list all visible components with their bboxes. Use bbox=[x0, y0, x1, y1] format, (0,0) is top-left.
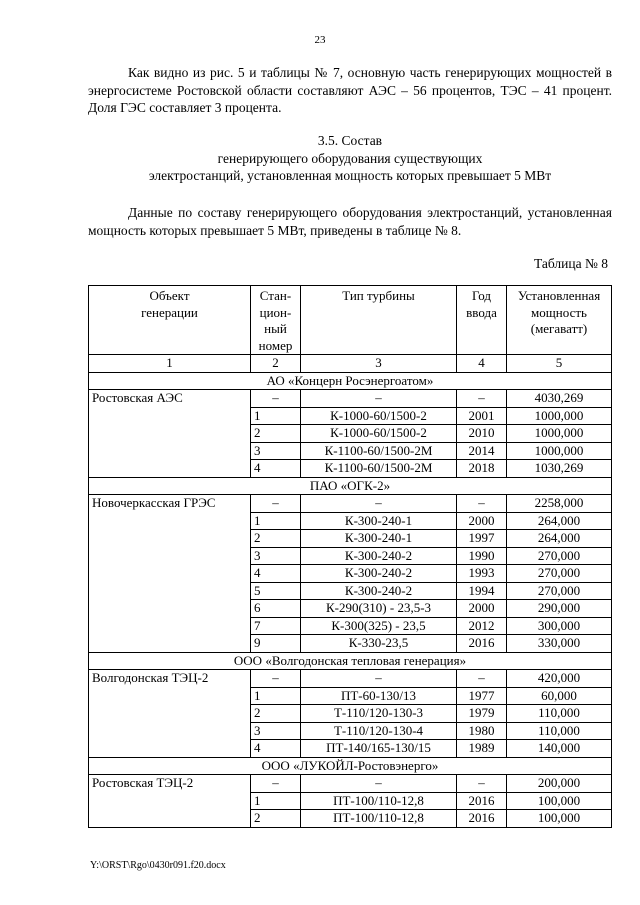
station-number: 6 bbox=[251, 600, 301, 618]
station-number: 3 bbox=[251, 442, 301, 460]
commission-year: – bbox=[457, 670, 507, 688]
commission-year: 2000 bbox=[457, 512, 507, 530]
station-number: 4 bbox=[251, 565, 301, 583]
station-number: – bbox=[251, 775, 301, 793]
commission-year: 2016 bbox=[457, 792, 507, 810]
turbine-type: – bbox=[301, 495, 457, 513]
column-number-row bbox=[89, 355, 612, 373]
installed-capacity: 100,000 bbox=[507, 792, 612, 810]
commission-year: – bbox=[457, 775, 507, 793]
commission-year: 1989 bbox=[457, 740, 507, 758]
company-name: ООО «ЛУКОЙЛ-Ростовэнерго» bbox=[89, 757, 612, 775]
company-name: АО «Концерн Росэнергоатом» bbox=[89, 372, 612, 390]
installed-capacity: 270,000 bbox=[507, 547, 612, 565]
turbine-type: К-300-240-2 bbox=[301, 582, 457, 600]
turbine-type: К-290(310) - 23,5-3 bbox=[301, 600, 457, 618]
company-name: ООО «Волгодонская тепловая генерация» bbox=[89, 652, 612, 670]
turbine-type: К-300-240-1 bbox=[301, 530, 457, 548]
turbine-type: К-330-23,5 bbox=[301, 635, 457, 653]
table-row bbox=[89, 495, 612, 513]
station-number: 2 bbox=[251, 810, 301, 828]
table-row bbox=[89, 670, 612, 688]
station-number: 9 bbox=[251, 635, 301, 653]
station-number: 2 bbox=[251, 425, 301, 443]
commission-year: 2012 bbox=[457, 617, 507, 635]
station-number: 4 bbox=[251, 740, 301, 758]
commission-year: 2016 bbox=[457, 635, 507, 653]
plant-name: Новочеркасская ГРЭС bbox=[89, 495, 251, 653]
commission-year: 2014 bbox=[457, 442, 507, 460]
plant-name: Волгодонская ТЭЦ-2 bbox=[89, 670, 251, 758]
station-number: 1 bbox=[251, 407, 301, 425]
turbine-type: Т-110/120-130-3 bbox=[301, 705, 457, 723]
commission-year: 1980 bbox=[457, 722, 507, 740]
table-header-row bbox=[89, 286, 612, 355]
installed-capacity: 264,000 bbox=[507, 530, 612, 548]
turbine-type: К-1000-60/1500-2 bbox=[301, 425, 457, 443]
station-number: 1 bbox=[251, 687, 301, 705]
station-number: 2 bbox=[251, 705, 301, 723]
column-number: 4 bbox=[457, 355, 507, 373]
station-number: – bbox=[251, 495, 301, 513]
turbine-type: – bbox=[301, 390, 457, 408]
installed-capacity: 330,000 bbox=[507, 635, 612, 653]
turbine-type: К-1000-60/1500-2 bbox=[301, 407, 457, 425]
station-number: 7 bbox=[251, 617, 301, 635]
header-cell: Стан-цион-ный номер bbox=[251, 286, 301, 355]
generation-equipment-table bbox=[88, 285, 612, 828]
header-cell: Тип турбины bbox=[301, 286, 457, 355]
installed-capacity: 264,000 bbox=[507, 512, 612, 530]
header-cell: Установленная мощность (мегаватт) bbox=[507, 286, 612, 355]
commission-year: 2010 bbox=[457, 425, 507, 443]
installed-capacity: 1030,269 bbox=[507, 460, 612, 478]
installed-capacity: 4030,269 bbox=[507, 390, 612, 408]
installed-capacity: 1000,000 bbox=[507, 442, 612, 460]
installed-capacity: 1000,000 bbox=[507, 425, 612, 443]
turbine-type: ПТ-60-130/13 bbox=[301, 687, 457, 705]
section-heading bbox=[88, 132, 612, 185]
company-row bbox=[89, 372, 612, 390]
company-row bbox=[89, 652, 612, 670]
heading-line-2: генерирующего оборудования существующих bbox=[217, 150, 483, 166]
installed-capacity: 60,000 bbox=[507, 687, 612, 705]
installed-capacity: 110,000 bbox=[507, 722, 612, 740]
installed-capacity: 270,000 bbox=[507, 565, 612, 583]
installed-capacity: 200,000 bbox=[507, 775, 612, 793]
column-number: 5 bbox=[507, 355, 612, 373]
table-row bbox=[89, 775, 612, 793]
turbine-type: ПТ-100/110-12,8 bbox=[301, 810, 457, 828]
commission-year: 2016 bbox=[457, 810, 507, 828]
commission-year: 1990 bbox=[457, 547, 507, 565]
plant-name: Ростовская ТЭЦ-2 bbox=[89, 775, 251, 828]
plant-name: Ростовская АЭС bbox=[89, 390, 251, 478]
station-number: 4 bbox=[251, 460, 301, 478]
turbine-type: К-1100-60/1500-2М bbox=[301, 442, 457, 460]
commission-year: 1977 bbox=[457, 687, 507, 705]
installed-capacity: 270,000 bbox=[507, 582, 612, 600]
station-number: – bbox=[251, 390, 301, 408]
turbine-type: – bbox=[301, 775, 457, 793]
turbine-type: К-300-240-2 bbox=[301, 547, 457, 565]
turbine-type: К-300-240-1 bbox=[301, 512, 457, 530]
commission-year: – bbox=[457, 390, 507, 408]
installed-capacity: 100,000 bbox=[507, 810, 612, 828]
header-cell: Год ввода bbox=[457, 286, 507, 355]
company-name: ПАО «ОГК-2» bbox=[89, 477, 612, 495]
turbine-type: К-300-240-2 bbox=[301, 565, 457, 583]
file-path-footer: Y:\ORST\Rgo\0430r091.f20.docx bbox=[90, 860, 226, 871]
commission-year: 1997 bbox=[457, 530, 507, 548]
installed-capacity: 140,000 bbox=[507, 740, 612, 758]
heading-line-1: 3.5. Состав bbox=[317, 133, 383, 148]
turbine-type: К-300(325) - 23,5 bbox=[301, 617, 457, 635]
turbine-type: ПТ-100/110-12,8 bbox=[301, 792, 457, 810]
station-number: 5 bbox=[251, 582, 301, 600]
installed-capacity: 2258,000 bbox=[507, 495, 612, 513]
commission-year: 1994 bbox=[457, 582, 507, 600]
installed-capacity: 290,000 bbox=[507, 600, 612, 618]
commission-year: 1993 bbox=[457, 565, 507, 583]
commission-year: 2000 bbox=[457, 600, 507, 618]
station-number: 1 bbox=[251, 792, 301, 810]
header-cell: Объект генерации bbox=[89, 286, 251, 355]
commission-year: 1979 bbox=[457, 705, 507, 723]
table-caption: Таблица № 8 bbox=[534, 256, 608, 271]
intro-paragraph: Как видно из рис. 5 и таблицы № 7, основную часть генерирующих мощностей в энергосистеме Ростовской области составляют АЭС – 56 процентов, ТЭС – 41 процент. Доля ГЭС составляет 3 процента. bbox=[88, 65, 612, 115]
station-number: 1 bbox=[251, 512, 301, 530]
installed-capacity: 1000,000 bbox=[507, 407, 612, 425]
installed-capacity: 420,000 bbox=[507, 670, 612, 688]
turbine-type: – bbox=[301, 670, 457, 688]
page-number: 23 bbox=[314, 34, 326, 46]
column-number: 1 bbox=[89, 355, 251, 373]
turbine-type: Т-110/120-130-4 bbox=[301, 722, 457, 740]
heading-line-3: электростанций, установленная мощность которых превышает 5 МВт bbox=[148, 168, 552, 183]
station-number: 3 bbox=[251, 547, 301, 565]
table-row bbox=[89, 390, 612, 408]
station-number: – bbox=[251, 670, 301, 688]
turbine-type: ПТ-140/165-130/15 bbox=[301, 740, 457, 758]
column-number: 3 bbox=[301, 355, 457, 373]
station-number: 3 bbox=[251, 722, 301, 740]
table-intro-paragraph: Данные по составу генерирующего оборудования электростанций, установленная мощность которых превышает 5 МВт, приведены в таблице № 8. bbox=[88, 205, 612, 238]
commission-year: 2001 bbox=[457, 407, 507, 425]
turbine-type: К-1100-60/1500-2М bbox=[301, 460, 457, 478]
column-number: 2 bbox=[251, 355, 301, 373]
station-number: 2 bbox=[251, 530, 301, 548]
installed-capacity: 110,000 bbox=[507, 705, 612, 723]
company-row bbox=[89, 757, 612, 775]
table-body bbox=[89, 372, 612, 827]
commission-year: – bbox=[457, 495, 507, 513]
commission-year: 2018 bbox=[457, 460, 507, 478]
installed-capacity: 300,000 bbox=[507, 617, 612, 635]
company-row bbox=[89, 477, 612, 495]
